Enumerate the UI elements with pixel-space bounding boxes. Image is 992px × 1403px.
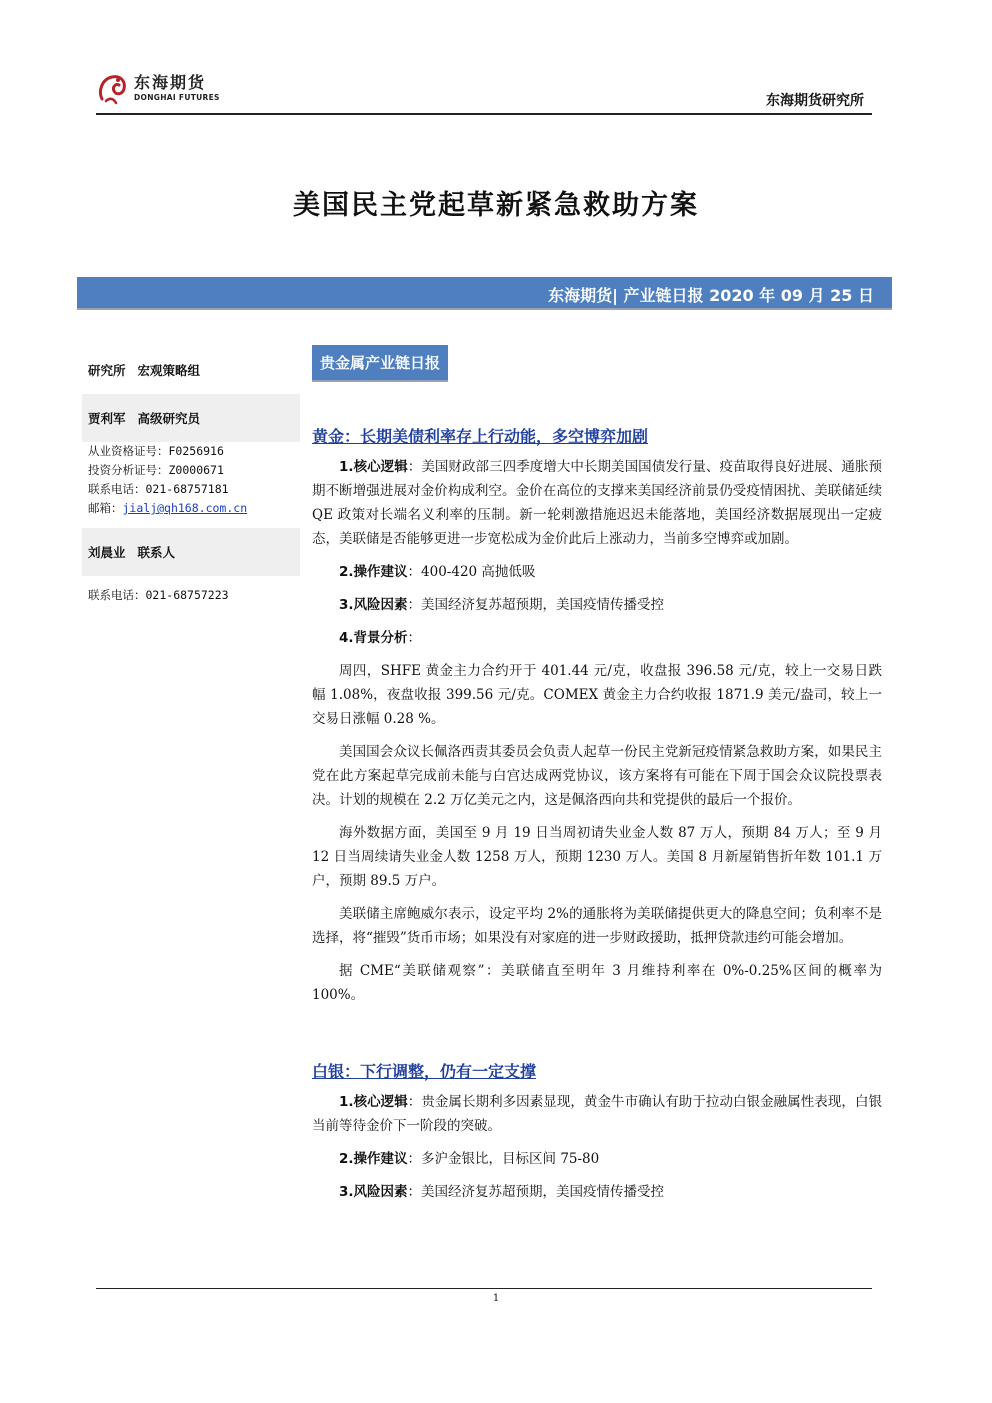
analyst-email-line: 邮箱：jialj@qh168.com.cn [88, 501, 248, 515]
contact-row [82, 528, 300, 576]
company-logo [96, 66, 236, 110]
gold-background-paragraph: 美联储主席鲍威尔表示，设定平均 2%的通胀将为美联储提供更大的降息空间；负利率不是选择，将“摧毁”货币市场；如果没有对家庭的进一步财政援助，抵押贷款违约可能会增加。 [312, 906, 882, 946]
gold-background-heading: 4.背景分析： [339, 630, 422, 646]
gold-background-paragraph: 海外数据方面，美国至 9 月 19 日当周初请失业金人数 87 万人，预期 84 万人；至 9 月 12 日当周续请失业金人数 1258 万人，预期 1230 万人。美国 8 月新屋销售折年数 101.1 万户，预期 89.5 万户。 [312, 825, 882, 889]
gold-core-logic: 1.核心逻辑：美国财政部三四季度增大中长期美国国债发行量、疫苗取得良好进展、通胀预期不断增强进展对金价构成利空。金价在高位的支撑来美国经济前景仍受疫情困扰、美联储延续 QE 政策对长端名义利率的压制。新一轮刺激措施迟迟未能落地，美国经济数据展现出一定疲态，美联储是否能够更进一步宽松成为金价此后上涨动力，当前多空博弈或加剧。 [312, 459, 882, 547]
analyst-row [82, 394, 300, 442]
gold-background-paragraph: 美国国会众议长佩洛西责其委员会负责人起草一份民主党新冠疫情紧急救助方案，如果民主党在此方案起草完成前未能与白宫达成两党协议，该方案将有可能在下周于国会众议院投票表决。计划的规模在 2.2 万亿美元之内，这是佩洛西向共和党提供的最后一个报价。 [312, 744, 882, 808]
section-tag: 贵金属产业链日报 [312, 345, 448, 382]
department-group: 宏观策略组 [137, 363, 201, 378]
banner-text: 东海期货| 产业链日报 2020 年 09 月 25 日 [548, 286, 874, 305]
gold-risk-factors: 3.风险因素：美国经济复苏超预期，美国疫情传播受控 [339, 597, 665, 613]
logo-chinese-name: 东海期货 [134, 73, 207, 92]
dragon-logo-icon [96, 69, 130, 107]
department-row [82, 346, 300, 394]
department-org: 研究所 [88, 363, 126, 378]
report-banner [77, 277, 892, 310]
silver-risk-factors: 3.风险因素：美国经济复苏超预期，美国疫情传播受控 [339, 1184, 665, 1200]
gold-background-paragraph: 据 CME“美联储观察”：美联储直至明年 3 月维持利率在 0%-0.25%区间的概率为 100%。 [312, 963, 882, 1003]
gold-operation-advice: 2.操作建议：400-420 高抛低吸 [339, 564, 536, 580]
analyst-info-line: 联系电话：021-68757181 [88, 482, 229, 496]
gold-section-title: 黄金：长期美债利率存上行动能，多空博弈加剧 [312, 427, 649, 446]
silver-section-title: 白银：下行调整，仍有一定支撑 [312, 1062, 537, 1081]
page-number: 1 [492, 1293, 500, 1304]
logo-english-name: DONGHAI FUTURES [134, 93, 220, 102]
analyst-info-line: 投资分析证号：Z0000671 [88, 463, 224, 477]
author-sidebar [82, 346, 300, 605]
silver-core-logic: 1.核心逻辑：贵金属长期利多因素显现，黄金牛市确认有助于拉动白银金融属性表现，白银当前等待金价下一阶段的突破。 [312, 1094, 882, 1134]
header-divider [96, 113, 872, 115]
page-title: 美国民主党起草新紧急救助方案 [293, 190, 699, 221]
institute-name: 东海期货研究所 [766, 93, 864, 109]
analyst-email-link[interactable]: jialj@qh168.com.cn [122, 501, 248, 515]
analyst-info-line: 从业资格证号：F0256916 [88, 444, 224, 458]
contact-role: 联系人 [137, 545, 176, 560]
silver-operation-advice: 2.操作建议：多沪金银比，目标区间 75-80 [339, 1151, 600, 1167]
report-body [312, 345, 882, 1204]
contact-name: 刘晨业 [88, 545, 126, 560]
footer-divider [96, 1288, 872, 1289]
analyst-role: 高级研究员 [137, 411, 201, 426]
gold-background-paragraph: 周四，SHFE 黄金主力合约开于 401.44 元/克，收盘报 396.58 元/克，较上一交易日跌幅 1.08%，夜盘收报 399.56 元/克。COMEX 黄金主力合约收报 1871.9 美元/盎司，较上一交易日涨幅 0.28 %。 [312, 663, 882, 727]
analyst-name: 贾利军 [88, 411, 126, 426]
contact-phone-line: 联系电话：021-68757223 [88, 588, 229, 602]
